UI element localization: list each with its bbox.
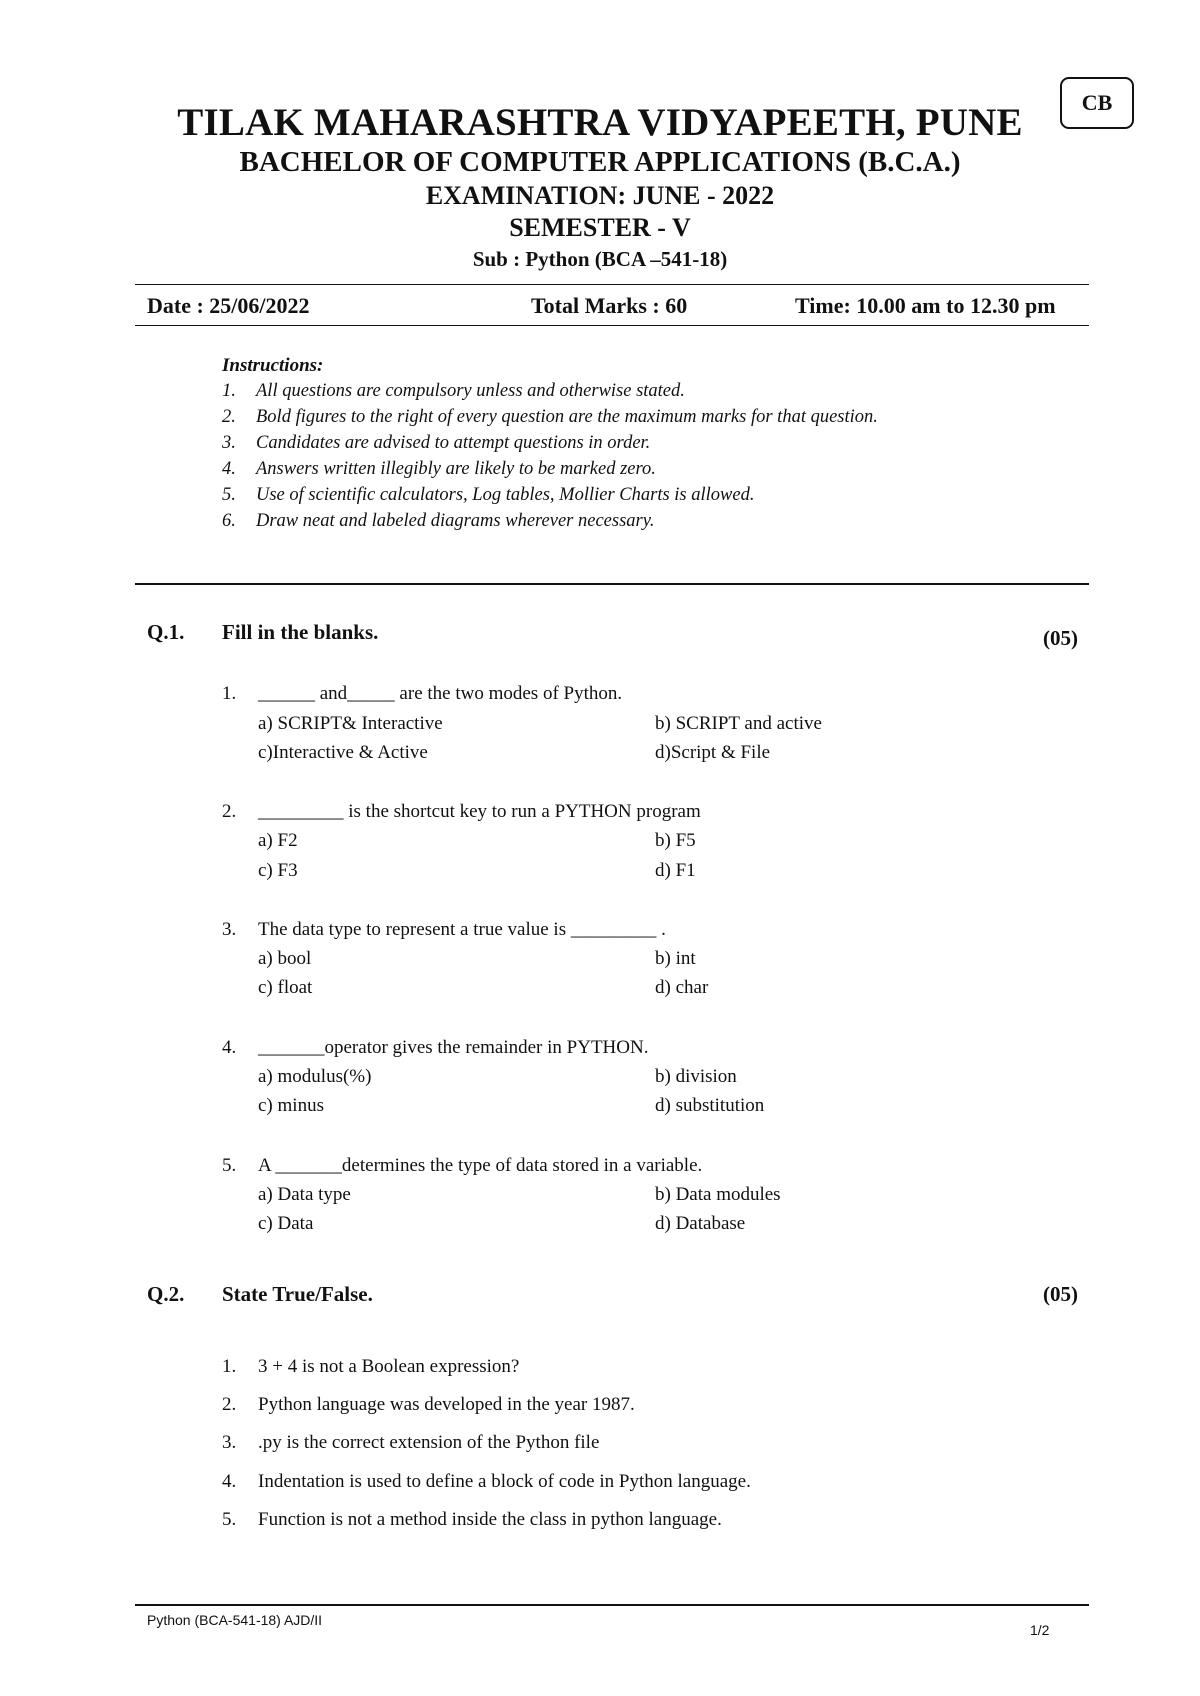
q1-option: c) F3 <box>258 860 298 881</box>
university-title: TILAK MAHARASHTRA VIDYAPEETH, PUNE <box>177 101 1023 144</box>
total-marks: Total Marks : 60 <box>531 293 688 318</box>
q1-option: c)Interactive & Active <box>258 742 428 763</box>
q1-option: a) modulus(%) <box>258 1066 372 1087</box>
q1-item: 5. A _______determines the type of data stored in a variable. <box>222 1155 703 1176</box>
q1-option: b) Data modules <box>655 1184 781 1205</box>
q1-item: 2. _________ is the shortcut key to run a PYTHON program <box>222 801 701 822</box>
q1-item: 1. ______ and_____ are the two modes of Python. <box>222 683 623 704</box>
program-title: BACHELOR OF COMPUTER APPLICATIONS (B.C.A.) <box>239 146 961 178</box>
q1-option: a) SCRIPT& Interactive <box>258 713 443 734</box>
q2-item: 2. Python language was developed in the year 1987. <box>222 1394 635 1415</box>
q1-item: 4. _______operator gives the remainder in PYTHON. <box>222 1037 649 1058</box>
instructions-heading: Instructions: <box>222 355 324 376</box>
semester-title: SEMESTER - V <box>509 213 691 242</box>
q1-option: a) Data type <box>258 1184 351 1205</box>
q1-option: c) Data <box>258 1213 314 1234</box>
q1-option: c) float <box>258 977 313 998</box>
q1-marks: (05) <box>1043 626 1078 650</box>
instruction-item: 3. Candidates are advised to attempt questions in order. <box>222 433 651 453</box>
q2-item: 1. 3 + 4 is not a Boolean expression? <box>222 1356 520 1377</box>
paper-code-box: CB <box>1060 77 1134 129</box>
q2-marks: (05) <box>1043 1282 1078 1306</box>
footer-divider <box>135 1604 1089 1606</box>
q1-option: d) F1 <box>655 860 696 881</box>
instruction-item: 1. All questions are compulsory unless and otherwise stated. <box>222 381 685 401</box>
divider-section <box>135 583 1089 585</box>
q1-option: c) minus <box>258 1095 324 1116</box>
q2-number: Q.2. <box>147 1282 185 1306</box>
divider-top <box>135 284 1089 285</box>
q1-option: b) division <box>655 1066 737 1087</box>
q1-option: a) bool <box>258 948 312 969</box>
subject-title: Sub : Python (BCA –541-18) <box>472 247 728 271</box>
q2-item: 4. Indentation is used to define a block of code in Python language. <box>222 1471 751 1492</box>
q1-option: a) F2 <box>258 830 298 851</box>
instructions-list <box>222 381 878 537</box>
q2-item: 3. .py is the correct extension of the Python file <box>222 1432 600 1453</box>
instruction-item: 5. Use of scientific calculators, Log tables, Mollier Charts is allowed. <box>222 485 755 505</box>
q1-option: b) F5 <box>655 830 696 851</box>
page-number: 1/2 <box>1030 1622 1050 1638</box>
instruction-item: 2. Bold figures to the right of every question are the maximum marks for that question. <box>222 407 878 427</box>
q1-item: 3. The data type to represent a true value is _________ . <box>222 919 666 940</box>
q1-option: d) Database <box>655 1213 746 1234</box>
q1-option: b) SCRIPT and active <box>655 713 822 734</box>
exam-date: Date : 25/06/2022 <box>147 293 310 318</box>
divider-info-bottom <box>135 325 1089 326</box>
q1-option: d)Script & File <box>655 742 771 763</box>
q1-number: Q.1. <box>147 620 185 644</box>
q1-option: d) char <box>655 977 709 998</box>
instruction-item: 6. Draw neat and labeled diagrams wherever necessary. <box>222 511 655 531</box>
footer-paper-code: Python (BCA-541-18) AJD/II <box>147 1612 323 1628</box>
q1-title: Fill in the blanks. <box>222 620 379 644</box>
q2-title: State True/False. <box>222 1282 373 1306</box>
exam-time: Time: 10.00 am to 12.30 pm <box>795 293 1056 318</box>
instruction-item: 4. Answers written illegibly are likely to be marked zero. <box>222 459 656 479</box>
q2-item: 5. Function is not a method inside the class in python language. <box>222 1509 722 1530</box>
exam-title: EXAMINATION: JUNE - 2022 <box>425 181 775 210</box>
q1-option: d) substitution <box>655 1095 765 1116</box>
q1-option: b) int <box>655 948 696 969</box>
